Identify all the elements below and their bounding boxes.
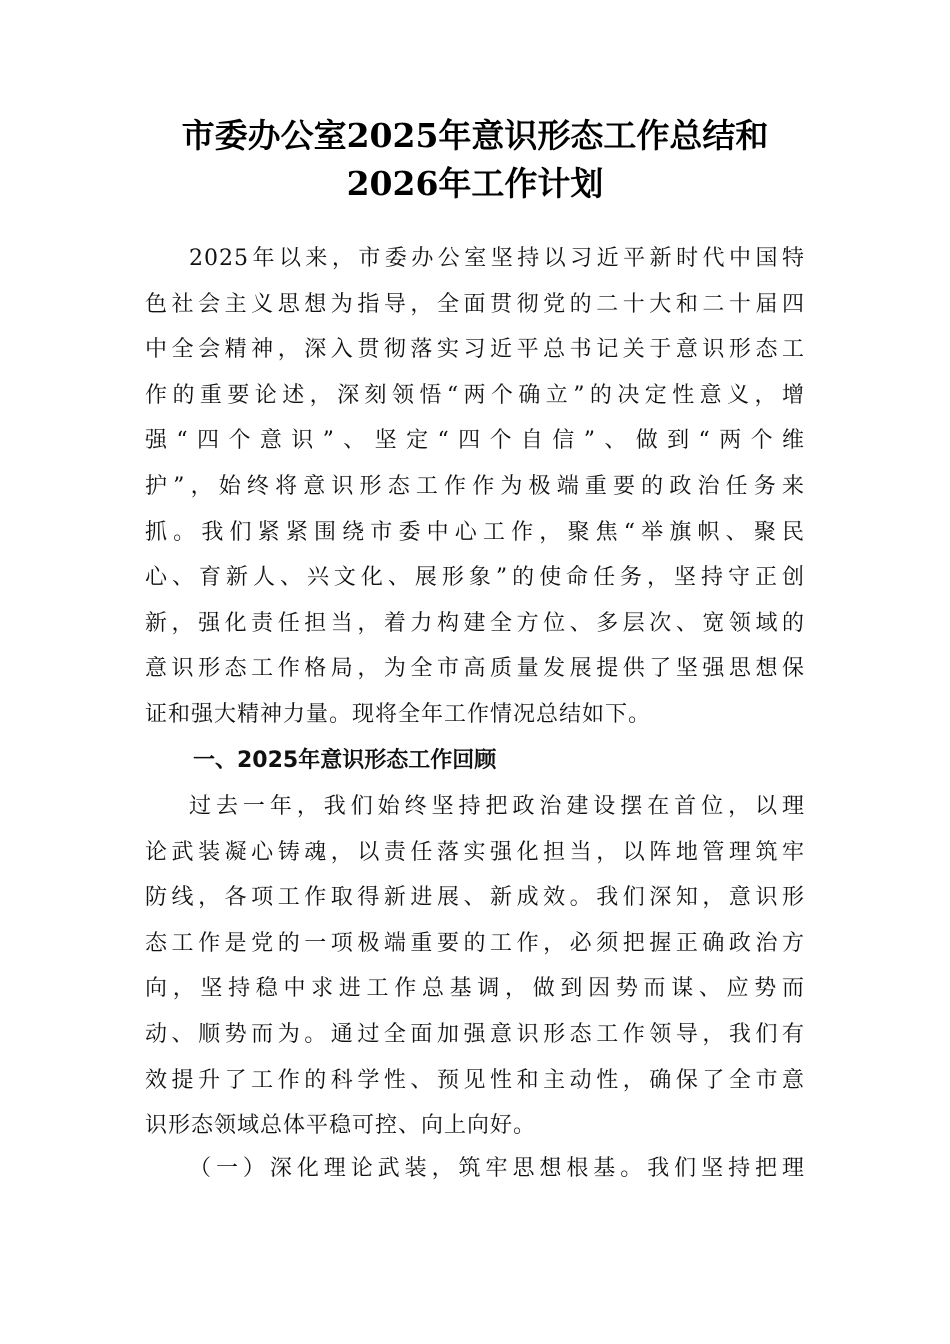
section-heading: 一、2025年意识形态工作回顾 xyxy=(193,748,497,773)
paragraph-line: 色社会主义思想为指导，全面贯彻党的二十大和二十届四 xyxy=(145,291,805,317)
paragraph-line: 证和强大精神力量。现将全年工作情况总结如下。 xyxy=(145,701,652,727)
paragraph-line: 强“四个意识”、坚定“四个自信”、做到“两个维 xyxy=(145,428,805,454)
intro-paragraph xyxy=(145,236,805,738)
paragraph-line: 论武装凝心铸魂，以责任落实强化担当，以阵地管理筑牢 xyxy=(145,839,805,865)
paragraph-line: 过去一年，我们始终坚持把政治建设摆在首位，以理 xyxy=(189,794,805,819)
paragraph-line: 作的重要论述，深刻领悟“两个确立”的决定性意义，增 xyxy=(145,382,805,408)
document-title-line-2: 2026年工作计划 xyxy=(346,164,604,203)
paragraph-line: 识形态领域总体平稳可控、向上向好。 xyxy=(145,1113,537,1139)
paragraph-line: 动、顺势而为。通过全面加强意识形态工作领导，我们有 xyxy=(145,1021,805,1047)
paragraph-line: 新，强化责任担当，着力构建全方位、多层次、宽领域的 xyxy=(145,610,805,636)
paragraph-line: 护”，始终将意识形态工作作为极端重要的政治任务来 xyxy=(145,473,805,499)
paragraph-line: 态工作是党的一项极端重要的工作，必须把握正确政治方 xyxy=(145,930,805,956)
paragraph-line: 效提升了工作的科学性、预见性和主动性，确保了全市意 xyxy=(145,1067,805,1093)
paragraph-line: 抓。我们紧紧围绕市委中心工作，聚焦“举旗帜、聚民 xyxy=(145,519,805,545)
paragraph-line: （一）深化理论武装，筑牢思想根基。我们坚持把理 xyxy=(189,1156,805,1181)
paragraph-line: 防线，各项工作取得新进展、新成效。我们深知，意识形 xyxy=(145,885,805,911)
subsection-paragraph xyxy=(145,1146,805,1192)
section-paragraph xyxy=(145,784,805,1149)
paragraph-line: 2025年以来，市委办公室坚持以习近平新时代中国特 xyxy=(189,246,805,271)
document-title-line-1: 市委办公室2025年意识形态工作总结和 xyxy=(181,116,769,155)
paragraph-line: 向，坚持稳中求进工作总基调，做到因势而谋、应势而 xyxy=(145,976,805,1002)
paragraph-line: 意识形态工作格局，为全市高质量发展提供了坚强思想保 xyxy=(145,656,805,682)
paragraph-line: 中全会精神，深入贯彻落实习近平总书记关于意识形态工 xyxy=(145,337,805,363)
paragraph-line: 心、育新人、兴文化、展形象”的使命任务，坚持守正创 xyxy=(145,565,805,591)
